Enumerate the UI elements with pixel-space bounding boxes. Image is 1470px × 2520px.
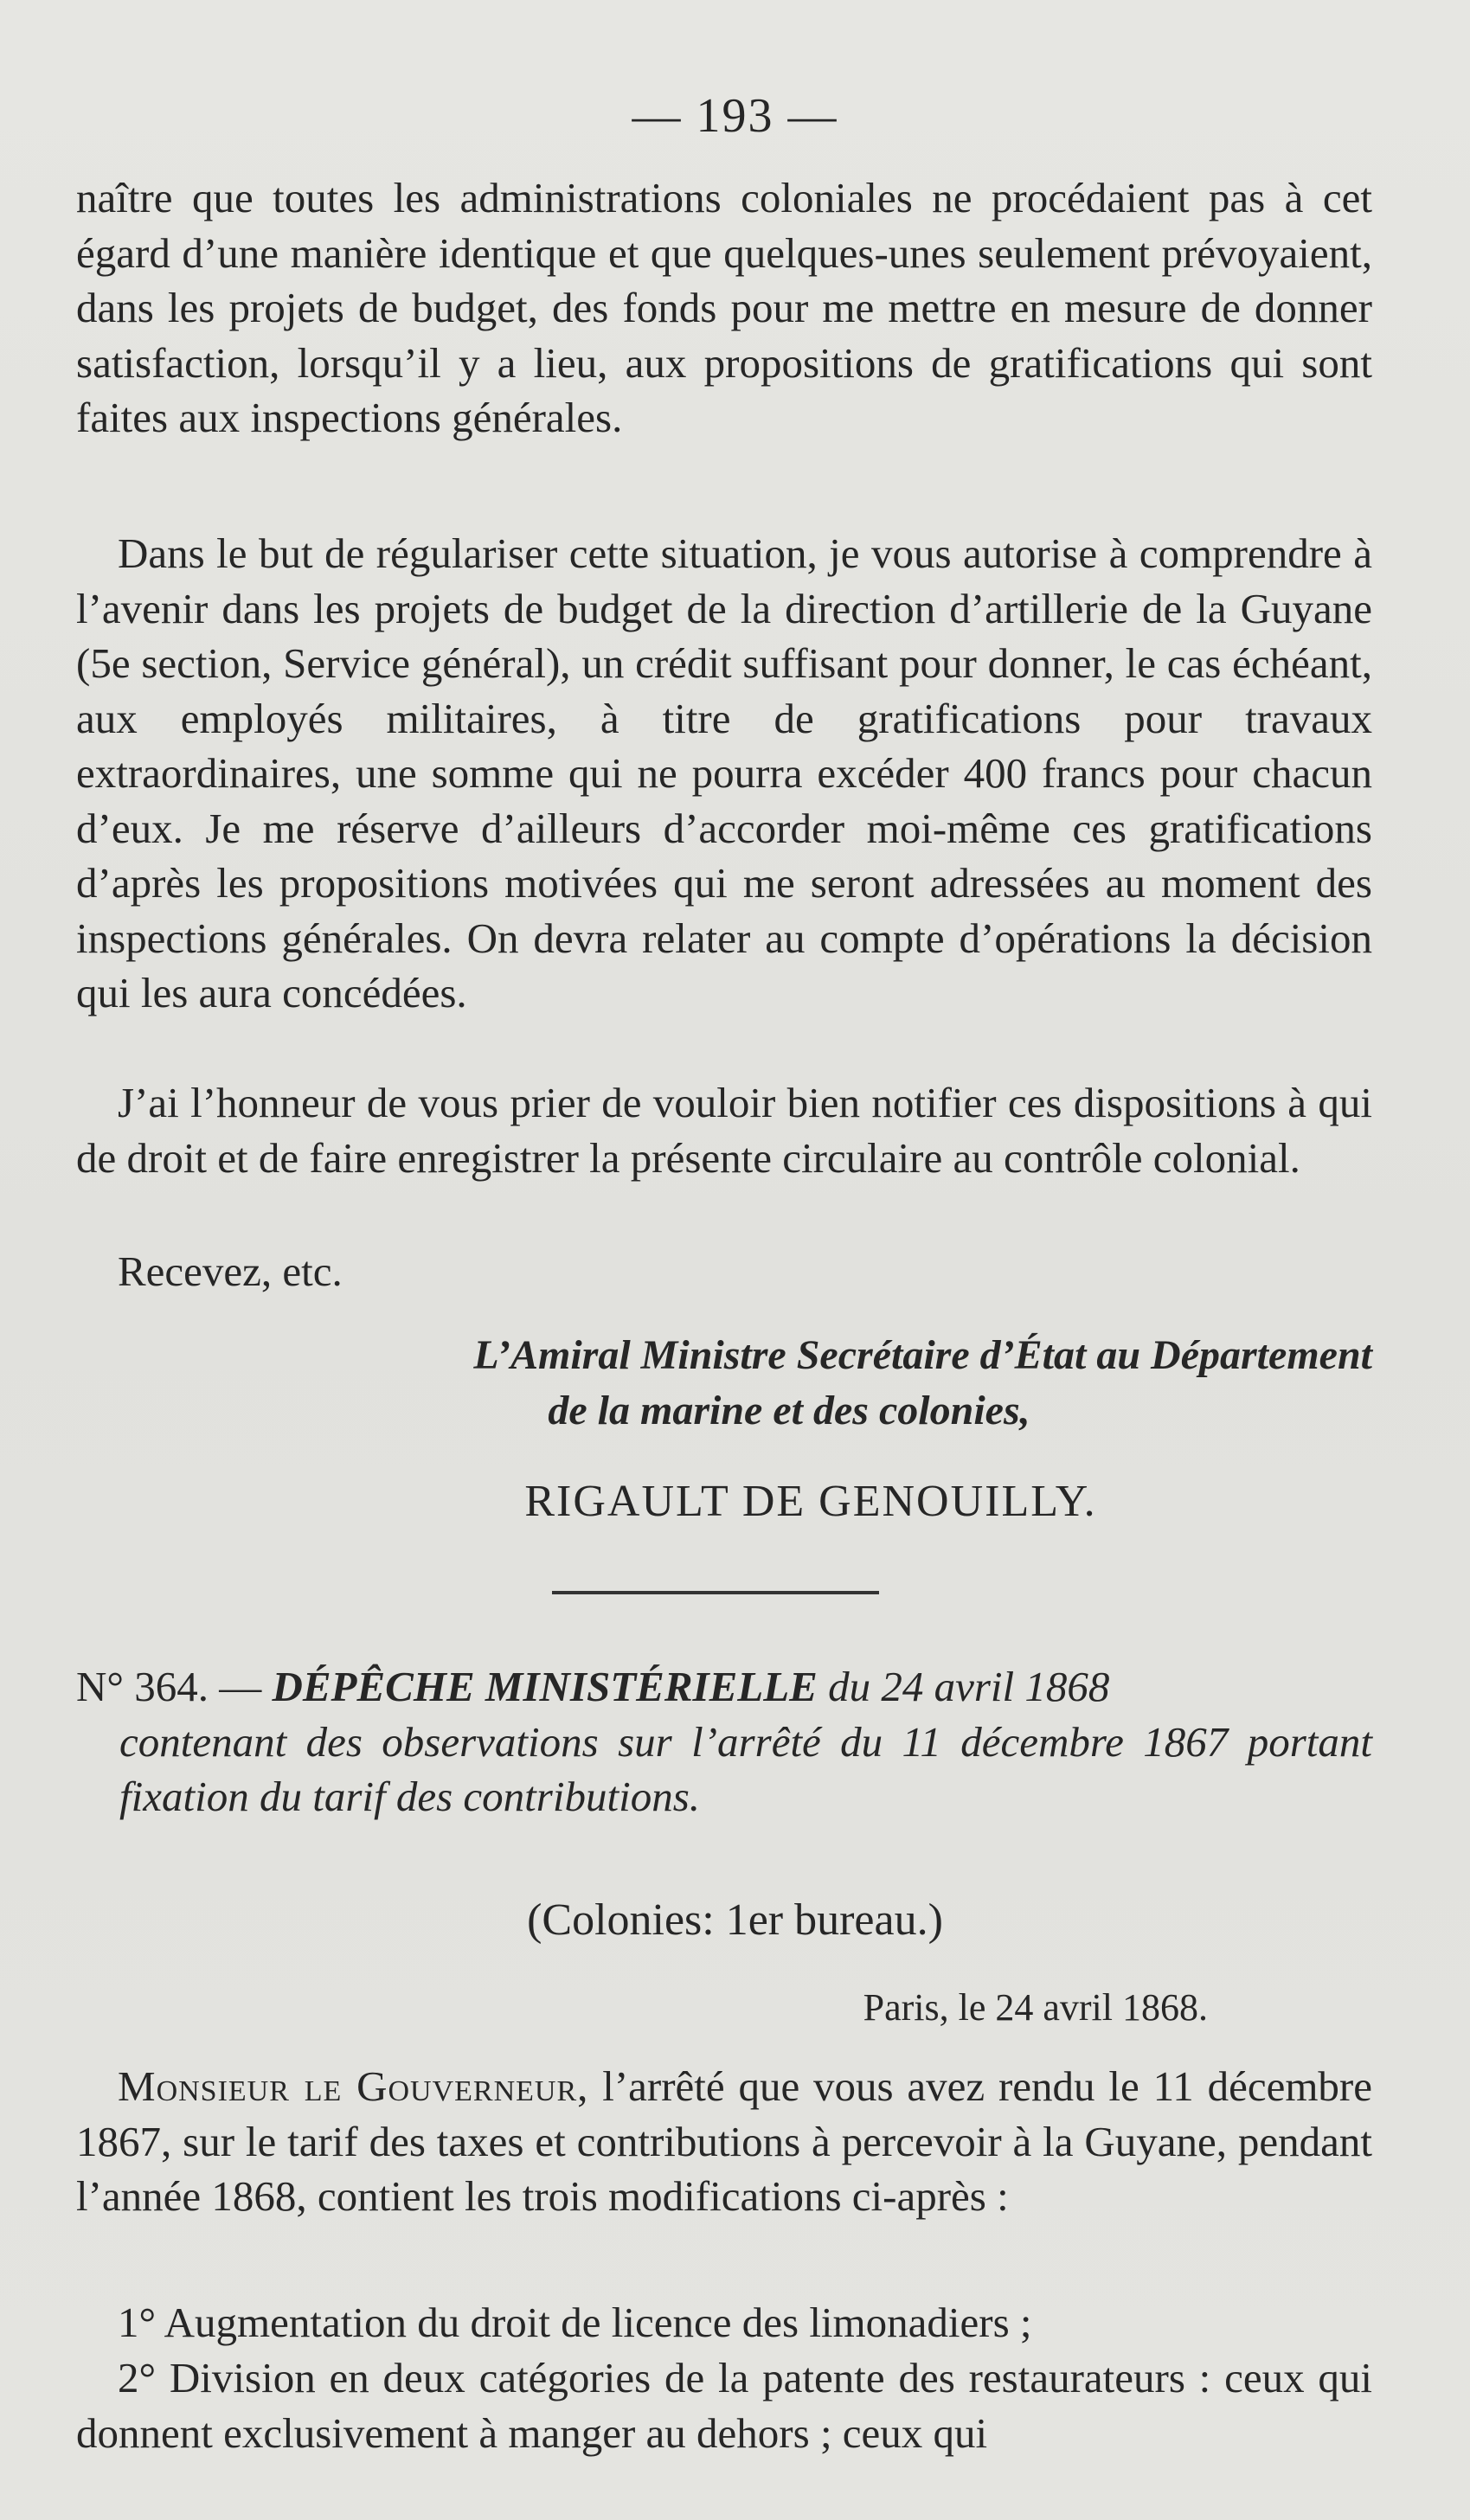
dateline: Paris, le 24 avril 1868. [863,1986,1208,2029]
dispatch-body-paragraph [76,2059,1372,2224]
dispatch-subtitle: contenant des observations sur l’arrêté du 11 décembre 1867 portant fixation du tarif des contributions. [119,1717,1372,1820]
paragraph-closing: Recevez, etc. [118,1247,343,1295]
dispatch-body-text: l’arrêté que vous avez rendu le 11 décembre 1867, sur le tarif des taxes et contributions à percevoir à la Guyane, pendant l’année 1868, contient les trois modifications ci-après : [76,2062,1372,2220]
bureau-line: (Colonies: 1er bureau.) [527,1895,943,1945]
paragraph-notification: J’ai l’honneur de vous prier de vouloir bien notifier ces dispositions à qui de droit et de faire enregistrer la présente circulaire au contrôle colonial. [76,1079,1372,1182]
signature-name: RIGAULT DE GENOUILLY. [524,1477,1097,1526]
signature-title [76,1328,1372,1439]
page-number-header: — 193 — [632,89,838,143]
paragraph-continuation: naître que toutes les administrations coloniales ne procédaient pas à cet égard d’une manière identique et que quelques-unes seulement prévoyaient, dans les projets de budget, des fonds pour me mettre en mesure de donner satisfaction, lorsqu’il y a lieu, aux propositions de gratifications qui sont faites aux inspections générales. [76,174,1372,441]
list-item-2: 2° Division en deux catégories de la patente des restaurateurs : ceux qui donnent exclusivement à manger au dehors ; ceux qui [76,2354,1372,2457]
dispatch-heading: DÉPÊCHE MINISTÉRIELLE [272,1663,818,1710]
dispatch-number: N° 364. — [76,1663,262,1710]
salutation: Monsieur le Gouverneur, [118,2062,589,2110]
dispatch-date: du 24 avril 1868 [828,1663,1110,1710]
signature-title-line1: L’Amiral Ministre Secrétaire d’État au Département [473,1332,1372,1378]
signature-title-line2: de la marine et des colonies, [548,1388,1030,1433]
paragraph-authorization [76,526,1372,1021]
section-divider [552,1591,879,1594]
dispatch-heading-block [76,1659,1372,1824]
paragraph-authorization-text: Dans le but de régulariser cette situation, je vous autorise à comprendre à l’avenir dans les projets de budget de la direction d’artillerie de la Guyane (5e section, Service général), un crédit suffisant pour donner, le cas échéant, aux employés militaires, à titre de gratifications pour travaux extraordinaires, une somme qui ne pourra excéder 400 francs pour chacun d’eux. Je me réserve d’ailleurs d’accorder moi-même ces gratifications d’après les propositions motivées qui me seront adressées au moment des inspections générales. On devra relater au compte d’opérations la décision qui les aura concédées. [76,529,1372,1016]
list-item-1: 1° Augmentation du droit de licence des limonadiers ; [118,2299,1032,2346]
